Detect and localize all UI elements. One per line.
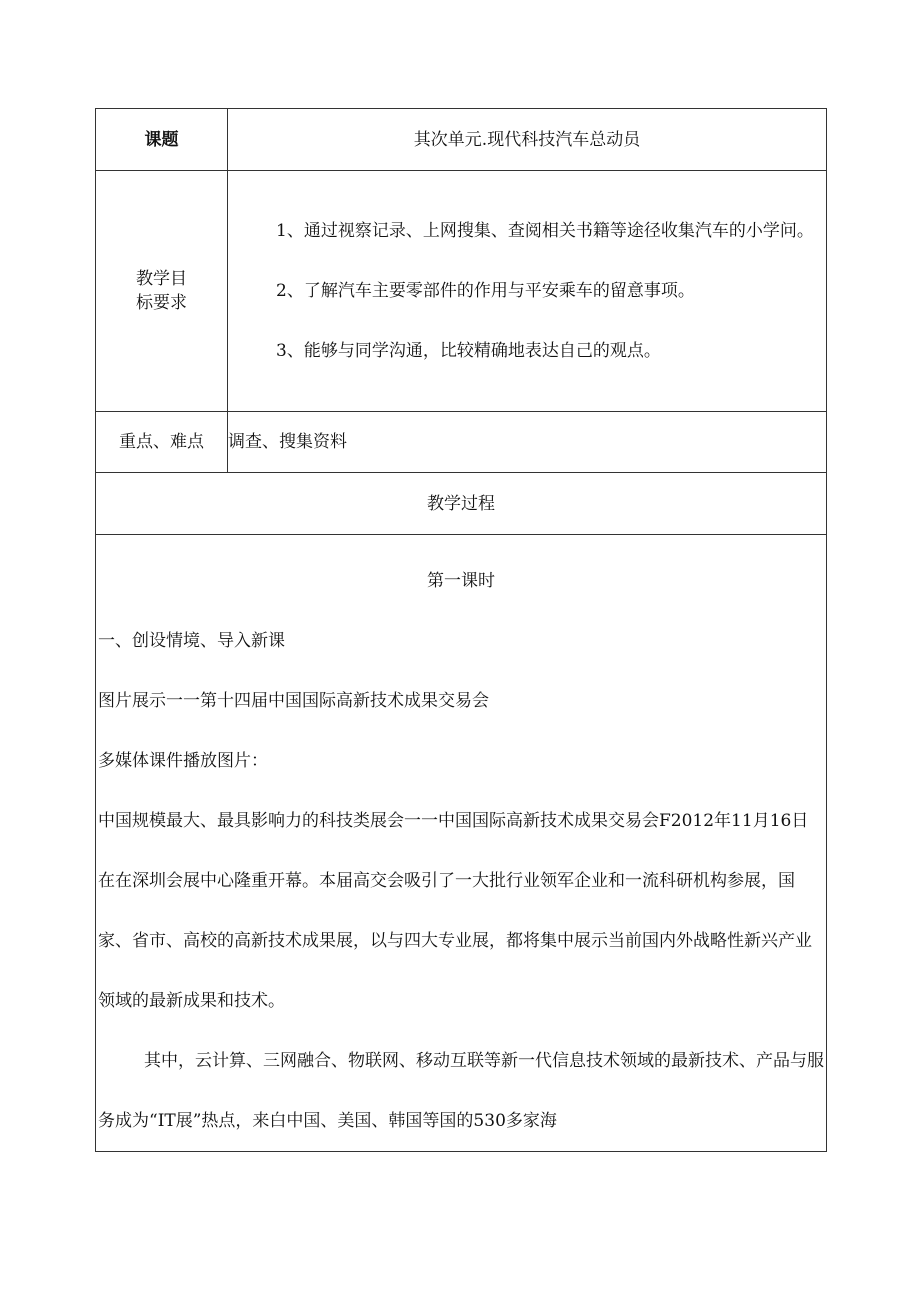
paragraph-2: 其中，云计算、三网融合、物联网、移动互联等新一代信息技术领域的最新技术、产品与服务成为“IT展”热点，来白中国、美国、韩国等国的530多家海 [98, 1051, 824, 1131]
goal-item-2: 2、了解汽车主要零部件的作用与平安乘车的留意事项。 [276, 281, 695, 301]
key-points-value: 调查、搜集资料 [228, 412, 827, 473]
key-points-row [96, 412, 827, 473]
goals-label-line1: 教学目 [136, 269, 187, 289]
paragraph-1: 中国规模最大、最具影响力的科技类展会一一中国国际高新技术成果交易会F2012年11月16日在在深圳会展中心隆重开幕。本届高交会吸引了一大批行业领军企业和一流科研机构参展，国家、省市、高校的高新技术成果展，以与四大专业展，都将集中展示当前国内外战略性新兴产业领域的最新成果和技术。 [98, 811, 812, 1011]
period-heading: 第一课时 [427, 571, 495, 591]
goal-item-3: 3、能够与同学沟通，比较精确地表达自己的观点。 [276, 341, 661, 361]
process-heading: 教学过程 [96, 473, 827, 535]
media-line: 多媒体课件播放图片： [98, 751, 268, 771]
process-heading-row [96, 473, 827, 535]
goal-item-1: 1、通过视察记录、上网搜集、查阅相关书籍等途径收集汽车的小学问。 [276, 221, 814, 241]
topic-value: 其次单元.现代科技汽车总动员 [228, 109, 827, 171]
goals-row [96, 171, 827, 412]
lesson-body-cell [96, 535, 827, 1152]
goals-cell [228, 171, 827, 412]
picture-line: 图片展示一一第十四届中国国际高新技术成果交易会 [98, 691, 489, 711]
topic-label: 课题 [96, 109, 228, 171]
key-points-label: 重点、难点 [96, 412, 228, 473]
lesson-body-row [96, 535, 827, 1152]
lesson-plan-table [95, 108, 827, 1152]
goals-label [96, 171, 228, 412]
topic-row [96, 109, 827, 171]
section-heading: 一、创设情境、导入新课 [98, 631, 285, 651]
lesson-body [96, 535, 826, 1151]
goals-label-line2: 标要求 [136, 293, 187, 313]
